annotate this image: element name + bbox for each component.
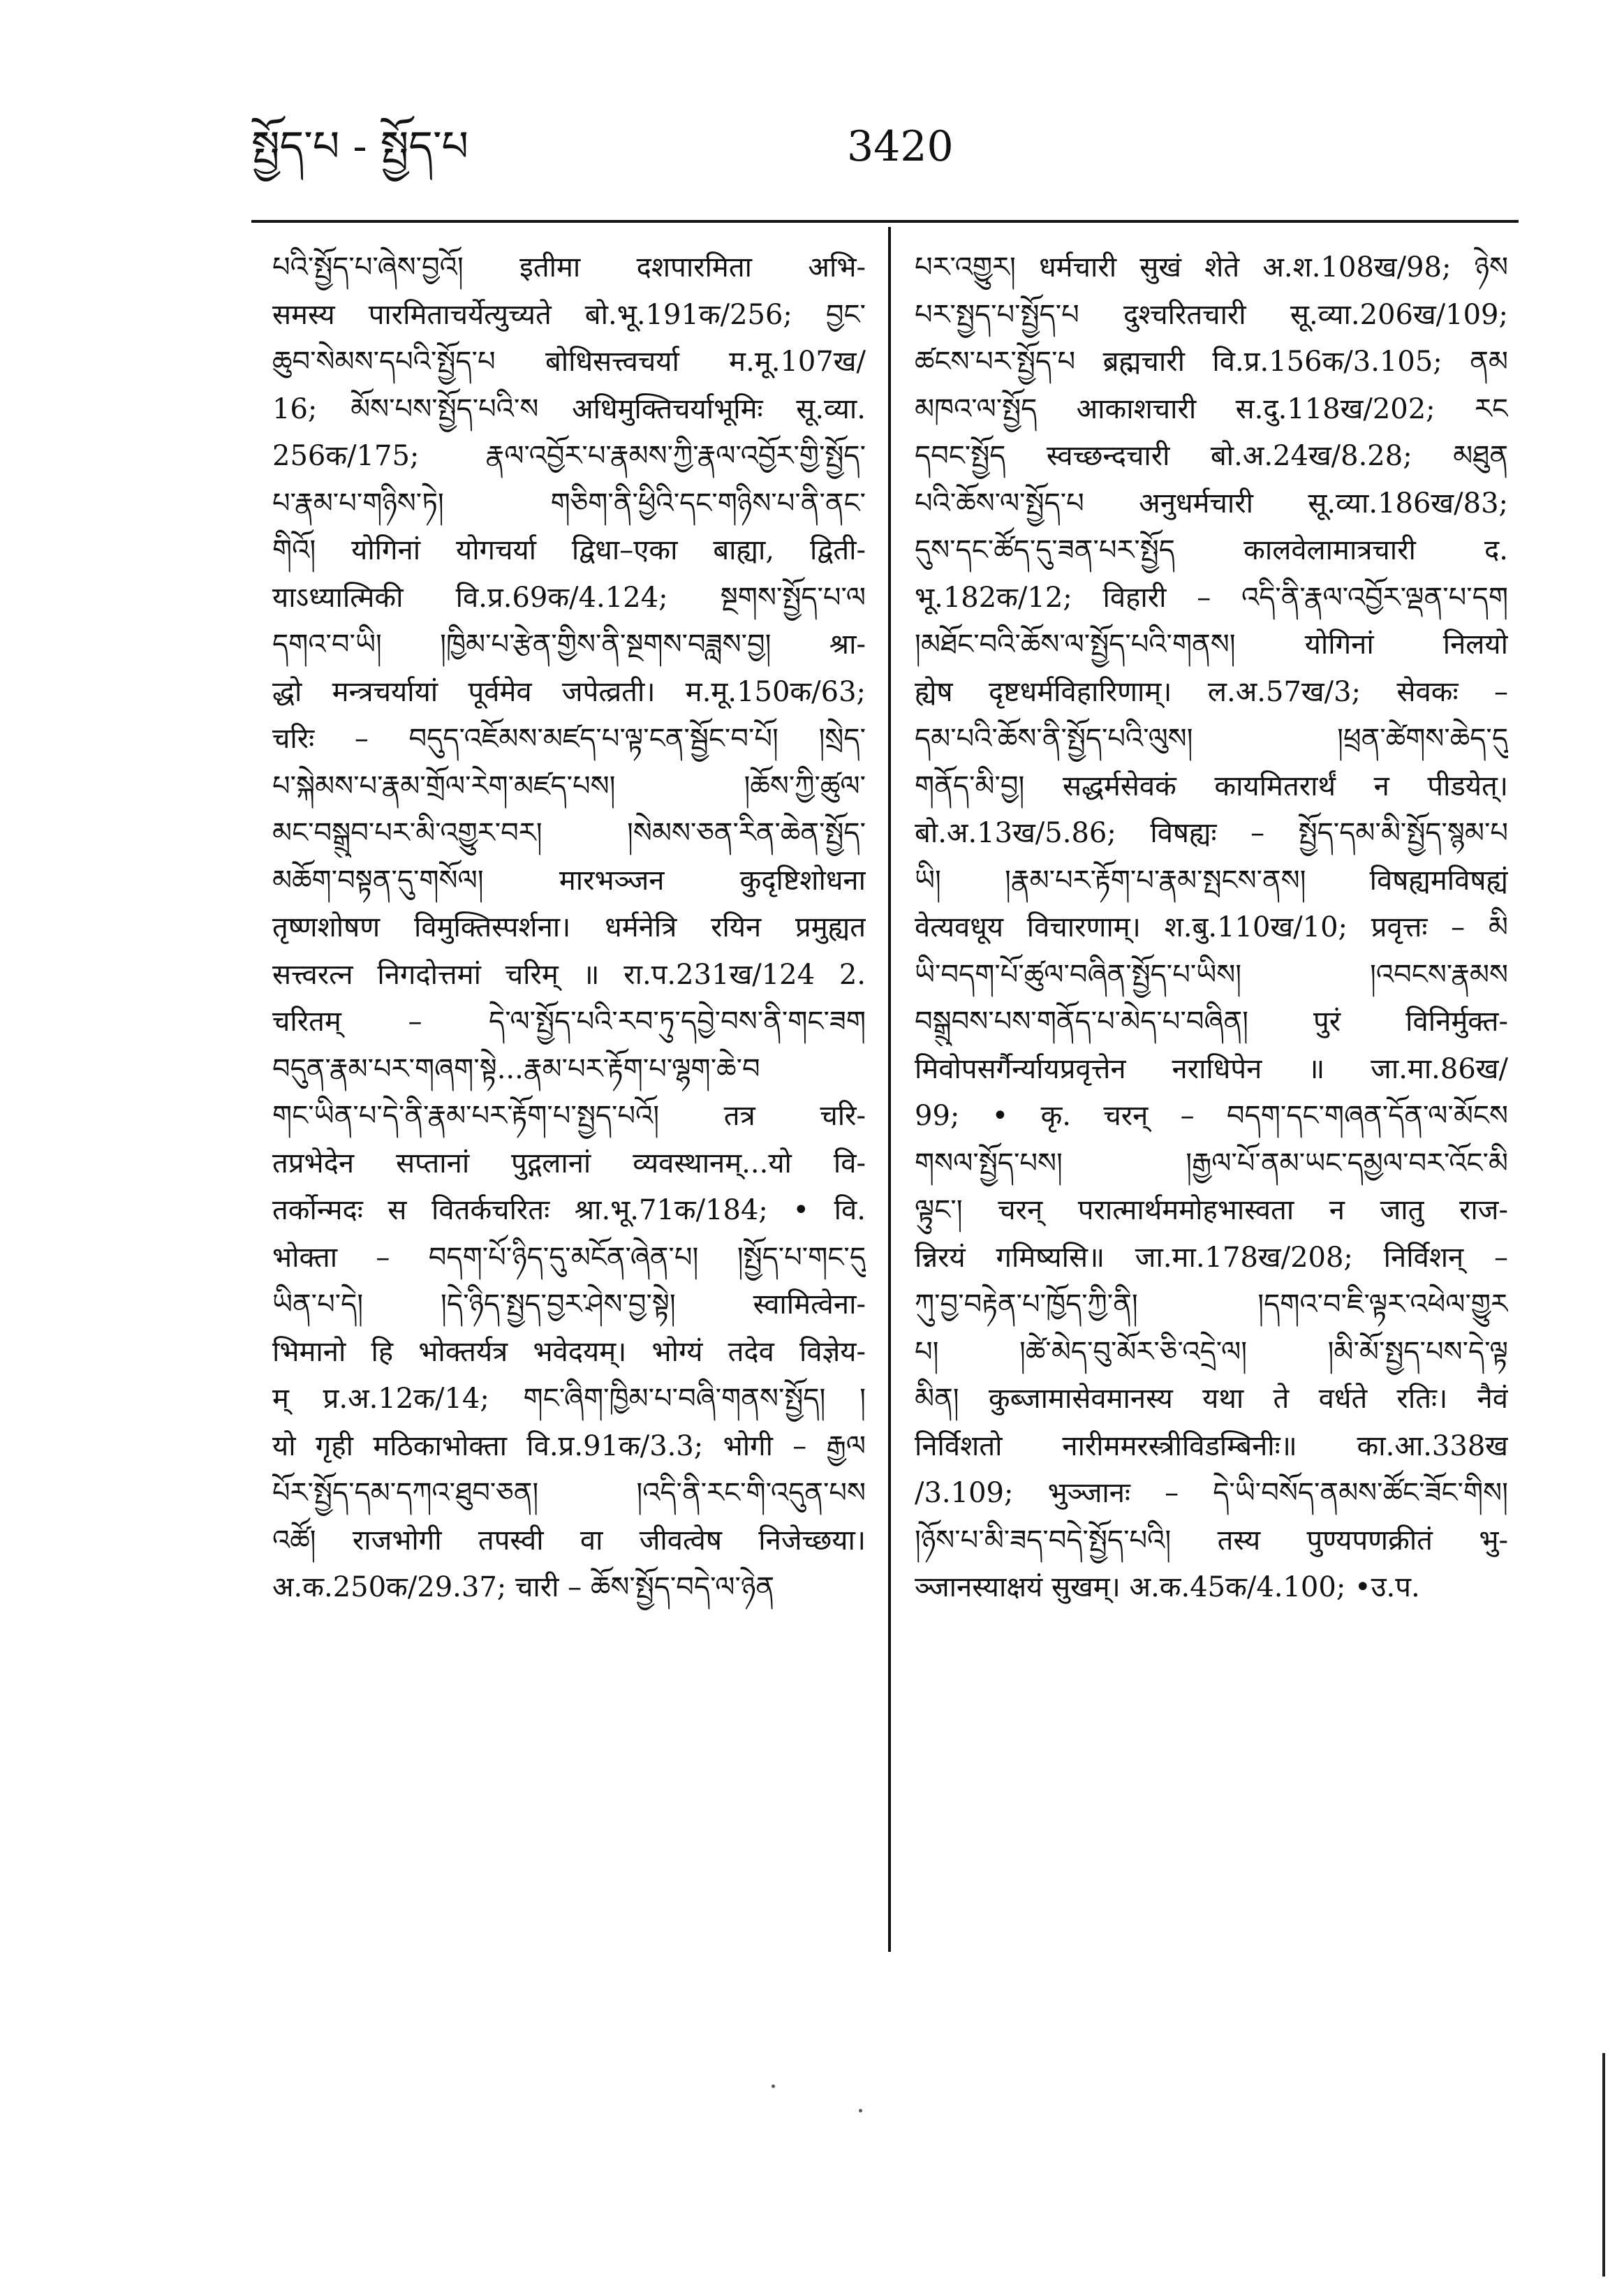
text-line: द्धो मन्त्रचर्यायां पूर्वमेव जपेत्व्रती। म.मू.150क/63; (272, 675, 866, 708)
text-line: याऽध्यात्मिकी वि.प्र.69क/4.124; སྔགས་སྤྱོད་པ་ལ (272, 581, 866, 614)
text-line: བསྒྲུབས་པས་གནོད་པ་མེད་པ་བཞིན། पुरं विनिर्मुक्त- (915, 1006, 1508, 1038)
text-line: वेत्यवधूय विचारणाम्। श.बु.110ख/10; प्रवृत्तः – མི (915, 911, 1508, 943)
text-line: मिवोपसर्गैर्न्यायप्रवृत्तेन नराधिपेन ॥ जा.मा.86ख/ (915, 1052, 1508, 1085)
page-number: 3420 (847, 122, 954, 171)
text-line: པ་རྣམ་པ་གཉིས་ཏེ། གཅིག་ནི་ཕྱིའི་དང་གཉིས་པ་ནི་ནང་ (272, 487, 866, 520)
text-line: तर्कोन्मदः स वितर्कचरितः श्रा.भू.71क/184; • वि. (272, 1194, 866, 1226)
text-line: ལྟུང་། चरन् परात्मार्थममोहभास्वता न जातु राज- (915, 1194, 1508, 1226)
text-line: གནོད་མི་བྱ། सद्धर्मसेवकं कायमितरार्थं न पीडयेत्। (915, 770, 1508, 802)
text-line: །མཐོང་བའི་ཆོས་ལ་སྤྱོད་པའི་གནས། योगिनां निलयो (915, 628, 1508, 661)
text-line: भिमानो हि भोक्तर्यत्र भवेदयम्। भोग्यं तदेव विज्ञेय- (272, 1335, 866, 1368)
text-line: ཡི། །རྣམ་པར་རྟོག་པ་རྣམ་སྤངས་ནས། विषह्यमविषह्यं (915, 864, 1508, 897)
left-column (272, 244, 866, 1612)
text-line: མིན། कुब्जामासेवमानस्य यथा ते वर्धते रतिः। नैवं (915, 1383, 1508, 1415)
running-head: སྤྱོད་པ - སྤྱོད་པ (251, 122, 469, 171)
scan-speck (859, 2109, 862, 2112)
text-line: དམ་པའི་ཆོས་ནི་སྤྱོད་པའི་ལུས། །ཕྲན་ཚེགས་ཆེད་དུ (915, 723, 1508, 755)
text-line: ह्येष दृष्टधर्मविहारिणाम्। ल.अ.57ख/3; सेवकः – (915, 675, 1508, 708)
text-line: तप्रभेदेन सप्तानां पुद्गलानां व्यवस्थानम्...यो वि- (272, 1147, 866, 1179)
text-line: तृष्णशोषण विमुक्तिस्पर्शना। धर्मनेत्रि रयिन प्रमुह्यत (272, 911, 866, 943)
text-line: ཚངས་པར་སྤྱོད་པ ब्रह्मचारी वि.प्र.156क/3.105; ནམ (915, 346, 1508, 378)
text-line: དབང་སྤྱོད स्वच्छन्दचारी बो.अ.24ख/8.28; མཐུན (915, 440, 1508, 472)
text-line: अ.क.250क/29.37; चारी – ཆོས་སྤྱོད་བདེ་ལ་ཉེན (272, 1571, 775, 1603)
text-line: པར་སྤྱད་པ་སྤྱོད་པ दुश्चरितचारी सू.व्या.206ख/109; (915, 298, 1508, 331)
text-line: པའི་ཆོས་ལ་སྤྱོད་པ अनुधर्मचारी सू.व्या.186ख/83; (915, 487, 1508, 520)
text-line: པོར་སྤྱོད་དམ་དཀའ་ཐུབ་ཅན། །འདི་ནི་རང་གི་འདུན་པས (272, 1477, 866, 1509)
text-line: सत्त्वरत्न निगदोत्तमां चरिम् ॥ रा.प.231ख/124 2. (272, 958, 866, 991)
text-line: བདུན་རྣམ་པར་གཞག་སྟེ...རྣམ་པར་རྟོག་པ་ལྷག་ཆེ་བ (272, 1052, 760, 1085)
text-line: དུས་དང་ཚོད་དུ་ཟན་པར་སྤྱོད कालवेलामात्रचारी द. (915, 534, 1508, 566)
text-line: /3.109; भुञ्जानः – དེ་ཡི་བསོད་ནམས་ཚོང་ཟོང་གིས། (915, 1477, 1508, 1509)
text-line: གསལ་སྤྱོད་པས། །རྒྱལ་པོ་ནམ་ཡང་དམྱལ་བར་འོང་མི (915, 1147, 1508, 1179)
text-line: ञ्जानस्याक्षयं सुखम्। अ.क.45क/4.100; •उ.प. (915, 1571, 1420, 1603)
scan-speck (772, 2085, 775, 2088)
text-line: भू.182क/12; विहारी – འདི་ནི་རྣལ་འབྱོར་ལྡན་པ་དག (915, 581, 1508, 614)
text-line: चरितम् – དེ་ལ་སྤྱོད་པའི་རབ་ཏུ་དབྱེ་བས་ནི་གང་ཟག (272, 1006, 866, 1038)
text-line: 256क/175; རྣལ་འབྱོར་པ་རྣམས་ཀྱི་རྣལ་འབྱོར་གྱི་སྤྱོད་ (272, 440, 866, 472)
text-line: པ་སྐེམས་པ་རྣམ་གྲོལ་རེག་མཛད་པས། །ཆོས་ཀྱི་ཚུལ་ (272, 770, 866, 802)
text-line: चरिः – བདུད་འཇོམས་མཛད་པ་ལྟ་ངན་སྦྱོང་བ་པོ། །སྲེད་ (272, 723, 866, 755)
text-line: མཁའ་ལ་སྤྱོད आकाशचारी स.दु.118ख/202; རང (915, 392, 1508, 425)
text-line: ཡི་བདག་པོ་ཚུལ་བཞིན་སྤྱོད་པ་ཡིས། །འབངས་རྣམས (915, 958, 1508, 991)
text-line: निर्विशतो नारीममरस्त्रीविडम्बिनीः॥ का.आ.338ख (915, 1429, 1508, 1462)
text-line: པ། །ཚེ་མེད་བུ་མོར་ཅི་འདྲེ་ལ། །མི་མོ་སྤྱད་པས་དེ་ལྟ (915, 1335, 1508, 1368)
text-line: बो.अ.13ख/5.86; विषह्यः – སྤྱོད་དམ་མི་སྤྱོད་སྙམ་པ (915, 817, 1508, 849)
right-column (915, 244, 1508, 1612)
text-line: ཆུབ་སེམས་དཔའི་སྤྱོད་པ बोधिसत्त्वचर्या म.मू.107ख/ (272, 346, 866, 378)
text-line: གིའོ། योगिनां योगचर्या द्विधा–एका बाह्या, द्विती- (272, 534, 866, 566)
column-divider (888, 227, 891, 1952)
text-line: 16; མོས་པས་སྤྱོད་པའི་ས अधिमुक्तिचर्याभूमिः सू.व्या. (272, 392, 866, 425)
text-line: 99; • कृ. चरन् – བདག་དང་གཞན་དོན་ལ་མོངས (915, 1100, 1508, 1132)
text-line: ཡིན་པ་དེ། །དེ་ཉིད་སྤྱད་བྱར་ཤེས་བྱ་སྟེ། स्वामित्वेना- (272, 1288, 866, 1321)
text-line: भोक्ता – བདག་པོ་ཉིད་དུ་མངོན་ཞེན་པ། །སྤྱོད་པ་གང་དུ (272, 1241, 866, 1274)
text-line: པར་འགྱུར། धर्मचारी सुखं शेते अ.श.108ख/98; ཉེས (915, 251, 1508, 284)
text-line: མང་བསྒྲུབ་པར་མི་འགྱུར་བར། །སེམས་ཅན་རིན་ཆེན་སྤྱོད་ (272, 817, 866, 849)
text-line: ཀུ་བྱ་བརྟེན་པ་ཁྱོད་ཀྱི་ནི། །དགའ་བ་ཇི་ལྟར་འཕེལ་གྱུར (915, 1288, 1508, 1321)
text-line: म् प्र.अ.12क/14; གང་ཞིག་ཁྱིམ་པ་བཞི་གནས་སྤྱོད། ། (272, 1383, 866, 1415)
text-line: འཚོ། राजभोगी तपस्वी वा जीवत्वेष निजेच्छया। (272, 1524, 866, 1557)
scan-edge-mark (1602, 2053, 1605, 2277)
text-line: समस्य पारमिताचर्येत्युच्यते बो.भू.191क/256; བྱང་ (272, 298, 866, 331)
text-line: པའི་སྤྱོད་པ་ཞེས་བྱའོ། इतीमा दशपारमिता अभि- (272, 251, 866, 284)
text-line: གང་ཡིན་པ་དེ་ནི་རྣམ་པར་རྟོག་པ་སྤྱད་པའོ། तत्र चरि- (272, 1100, 866, 1132)
text-line: །ཉོས་པ་མི་ཟད་བདེ་སྤྱོད་པའི། तस्य पुण्यपणक्रीतं भु- (915, 1524, 1508, 1557)
text-line: དགའ་བ་ཡི། །ཁྱིམ་པ་རྩེན་གྱིས་ནི་སྔགས་བཟླས་བྱ། श्रा- (272, 628, 866, 661)
text-line: न्निरयं गमिष्यसि॥ जा.मा.178ख/208; निर्विशन् – (915, 1241, 1508, 1274)
text-line: यो गृही मठिकाभोक्ता वि.प्र.91क/3.3; भोगी – རྒྱལ (272, 1429, 866, 1462)
header-rule (251, 220, 1519, 223)
text-line: མཆོག་བསྟན་དུ་གསོལ། मारभञ्जन कुदृष्टिशोधना (272, 864, 866, 897)
